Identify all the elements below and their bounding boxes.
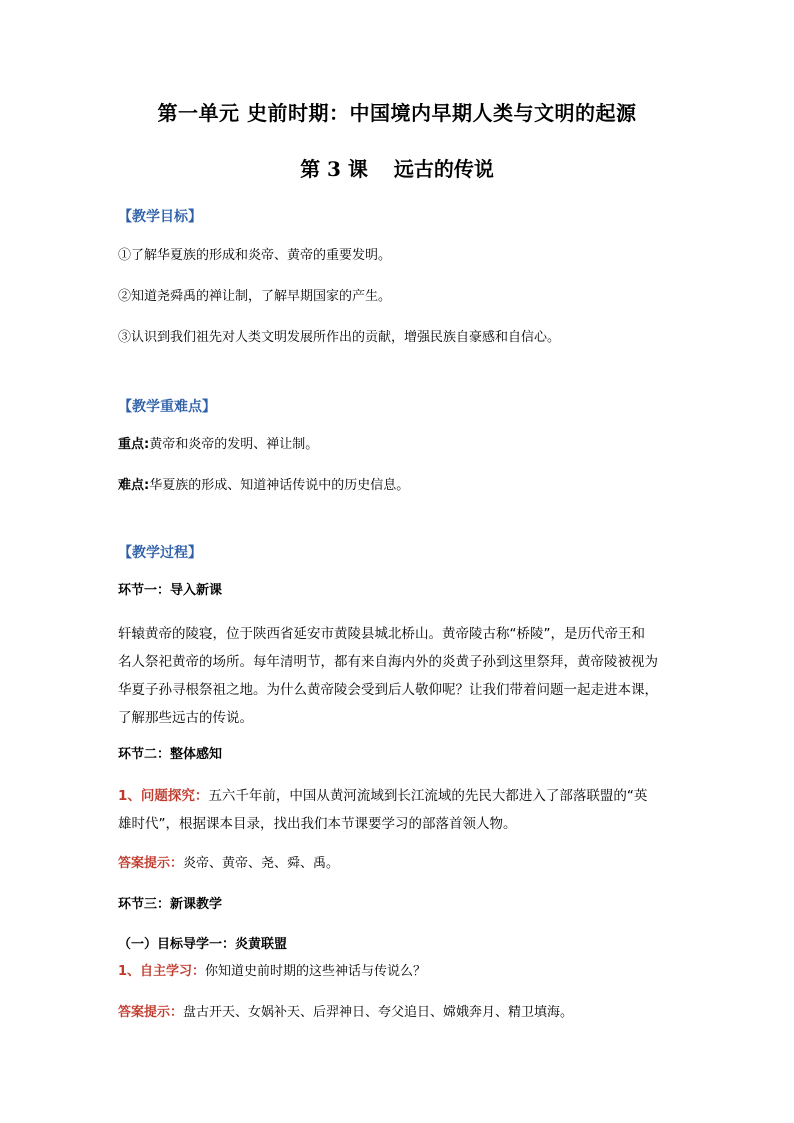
key-points-heading: 【教学重难点】 (118, 399, 216, 415)
step2-question (118, 782, 678, 838)
process-heading: 【教学过程】 (118, 545, 202, 561)
objective-item: ①了解华夏族的形成和炎帝、黄帝的重要发明。 (118, 248, 392, 263)
focus-text: 黄帝和炎帝的发明、禅让制。 (149, 437, 319, 452)
unit-title: 第一单元 史前时期：中国境内早期人类与文明的起源 (157, 101, 637, 125)
step1-title: 环节一：导入新课 (118, 583, 223, 598)
difficulty-label: 难点: (118, 478, 150, 493)
objective-item: ③认识到我们祖先对人类文明发展所作出的贡献，增强民族自豪感和自信心。 (118, 330, 561, 345)
paragraph-line: 华夏子孙寻根祭祖之地。为什么黄帝陵会受到后人敬仰呢？让我们带着问题一起走进本课， (118, 682, 658, 698)
paragraph-line: 名人祭祀黄帝的场所。每年清明节，都有来自海内外的炎黄子孙到这里祭拜，黄帝陵被视为 (118, 654, 658, 670)
paragraph-line: 了解那些远古的传说。 (118, 710, 253, 726)
lesson-number: 第 3 课 (300, 157, 368, 181)
focus-label: 重点: (118, 437, 150, 452)
paragraph-line: 轩辕黄帝的陵寝，位于陕西省延安市黄陵县城北桥山。黄帝陵古称“桥陵”，是历代帝王和 (118, 626, 645, 642)
question-label: 1、问题探究： (118, 788, 209, 804)
question-label: 1、自主学习： (118, 964, 206, 979)
difficulty-line (118, 477, 409, 495)
answer-label: 答案提示： (118, 856, 184, 871)
step3-question (118, 963, 426, 981)
step2-title: 环节二：整体感知 (118, 747, 223, 762)
lesson-name: 远古的传说 (393, 157, 494, 181)
step2-answer (118, 855, 339, 873)
lesson-title (0, 153, 794, 182)
answer-text: 炎帝、黄帝、尧、舜、禹。 (183, 856, 340, 871)
step3-title: 环节三：新课教学 (118, 897, 223, 912)
answer-label: 答案提示： (118, 1005, 184, 1020)
difficulty-text: 华夏族的形成、知道神话传说中的历史信息。 (149, 478, 410, 493)
question-text: 你知道史前时期的这些神话与传说么？ (205, 964, 427, 979)
objective-item: ②知道尧舜禹的禅让制，了解早期国家的产生。 (118, 289, 392, 304)
step3-answer (118, 1004, 573, 1022)
question-text: 五六千年前，中国从黄河流域到长江流域的先民大都进入了部落联盟的“英 (208, 788, 648, 804)
step3-subtitle: （一）目标导学一：炎黄联盟 (118, 937, 288, 952)
question-text-cont: 雄时代”，根据课本目录，找出我们本节课要学习的部落首领人物。 (118, 816, 517, 832)
objectives-heading: 【教学目标】 (118, 209, 202, 225)
focus-line (118, 436, 318, 454)
answer-text: 盘古开天、女娲补天、后羿神日、夸父追日、嫦娥奔月、精卫填海。 (183, 1005, 574, 1020)
step1-paragraph (118, 620, 678, 732)
